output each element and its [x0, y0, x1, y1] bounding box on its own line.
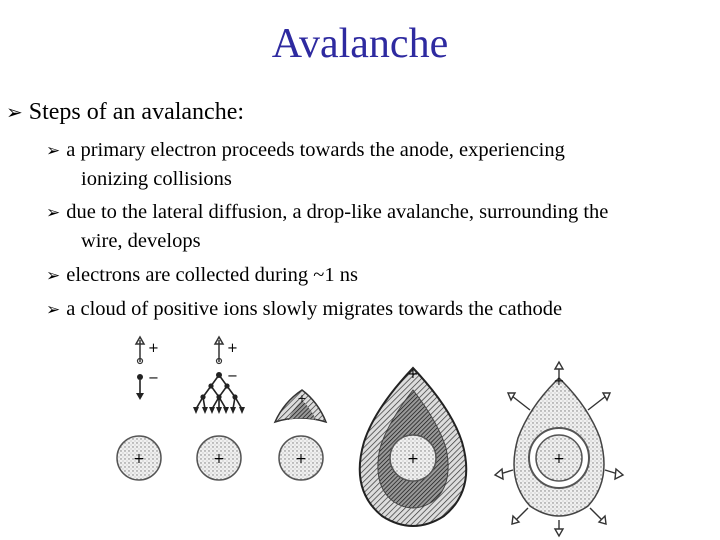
arrow-bullet-icon: ➢ [6, 100, 23, 124]
sub-bullet-1 [46, 136, 565, 193]
panel-primary-electron [117, 337, 161, 480]
sub-bullet-text: a primary electron proceeds towards the anode, experiencing [66, 139, 565, 161]
sub-bullet-continuation: wire, develops [81, 230, 201, 252]
minus-sign: − [148, 371, 159, 386]
panel-ion-migration [495, 362, 623, 536]
arrow-bullet-icon: ➢ [46, 141, 61, 161]
sub-bullet-continuation: ionizing collisions [81, 168, 232, 190]
sub-bullet-text: electrons are collected during ~1 ns [66, 264, 358, 286]
wire-plus: + [213, 451, 225, 467]
slide-title: Avalanche [271, 21, 449, 67]
wire-plus: + [133, 451, 145, 467]
panel-avalanche-around-wire [360, 367, 467, 526]
drop-plus: + [297, 392, 307, 405]
sub-bullet-4 [46, 295, 562, 324]
arrow-bullet-icon: ➢ [46, 203, 61, 223]
plus-sign: + [227, 341, 238, 356]
panel-multiplication [193, 337, 245, 480]
avalanche-figure [0, 330, 720, 540]
arrow-bullet-icon: ➢ [46, 266, 61, 286]
main-bullet [6, 97, 244, 127]
sub-bullet-text: a cloud of positive ions slowly migrates towards the cathode [66, 298, 563, 320]
drop-plus: + [553, 374, 565, 389]
main-bullet-text: Steps of an avalanche: [28, 99, 245, 125]
wire-plus: + [407, 451, 419, 467]
sub-bullet-3 [46, 261, 358, 290]
arrow-bullet-icon: ➢ [46, 300, 61, 320]
wire-plus: + [295, 451, 307, 467]
minus-sign: − [227, 369, 238, 384]
sub-bullet-text: due to the lateral diffusion, a drop-like avalanche, surrounding the [66, 201, 609, 223]
drop-plus: + [407, 367, 419, 382]
plus-sign: + [148, 341, 159, 356]
sub-bullet-2 [46, 198, 608, 255]
panel-drop-avalanche [275, 390, 326, 480]
wire-plus: + [553, 451, 565, 467]
